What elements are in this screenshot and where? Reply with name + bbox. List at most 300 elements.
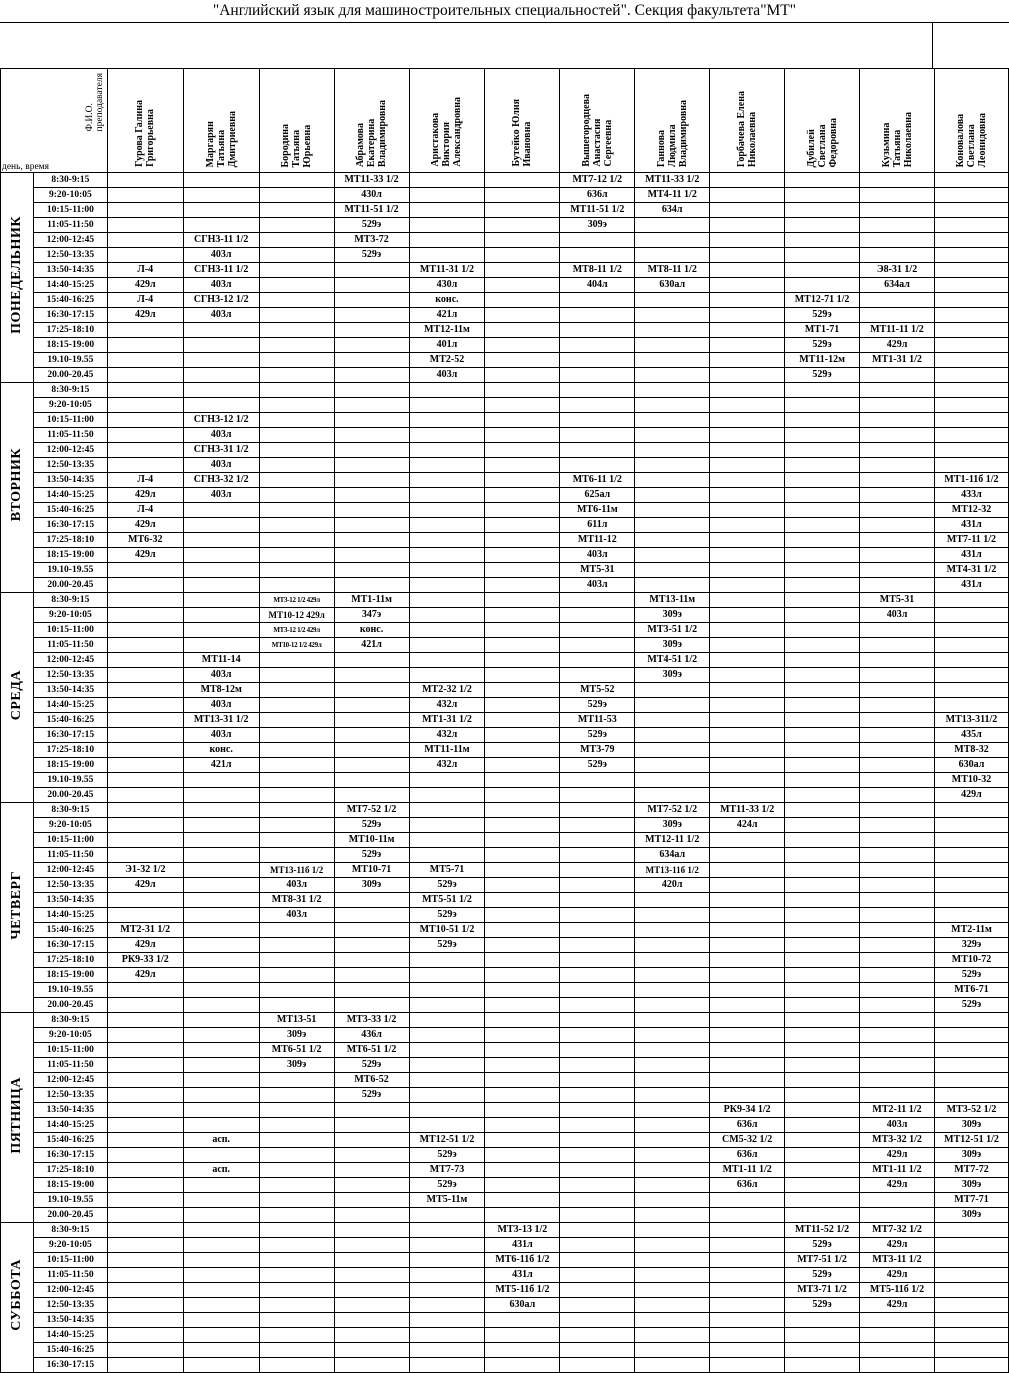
schedule-cell	[259, 503, 334, 518]
day-name: СУББОТА	[8, 1259, 24, 1331]
schedule-cell	[409, 1043, 485, 1058]
schedule-cell	[860, 923, 935, 938]
schedule-cell	[934, 1343, 1008, 1358]
schedule-cell	[334, 518, 409, 533]
schedule-cell: МТ12-11м	[409, 323, 485, 338]
schedule-cell	[107, 1178, 183, 1193]
schedule-cell	[107, 1268, 183, 1283]
schedule-cell	[485, 1088, 560, 1103]
table-row	[1, 818, 1009, 833]
schedule-cell	[560, 953, 635, 968]
schedule-cell: асп.	[183, 1163, 259, 1178]
teacher-name: Аристакова Виктория Александровна	[430, 97, 464, 167]
schedule-cell: МТ1-31 1/2	[860, 353, 935, 368]
schedule-cell	[860, 1073, 935, 1088]
schedule-cell	[485, 773, 560, 788]
schedule-cell	[860, 623, 935, 638]
schedule-cell	[409, 788, 485, 803]
schedule-cell	[860, 743, 935, 758]
schedule-cell	[934, 383, 1008, 398]
schedule-cell	[860, 503, 935, 518]
schedule-cell: 309э	[934, 1178, 1008, 1193]
schedule-cell	[710, 263, 785, 278]
schedule-cell	[485, 398, 560, 413]
schedule-cell	[710, 488, 785, 503]
schedule-cell	[934, 263, 1008, 278]
schedule-cell	[785, 1328, 860, 1343]
schedule-cell	[183, 1118, 259, 1133]
schedule-cell	[259, 1193, 334, 1208]
schedule-cell	[107, 683, 183, 698]
schedule-cell	[485, 413, 560, 428]
schedule-cell	[635, 218, 710, 233]
schedule-cell	[635, 1043, 710, 1058]
schedule-cell	[485, 368, 560, 383]
schedule-cell: 421л	[334, 638, 409, 653]
schedule-cell	[334, 353, 409, 368]
schedule-cell	[560, 413, 635, 428]
schedule-cell	[485, 713, 560, 728]
schedule-cell	[107, 248, 183, 263]
schedule-cell	[860, 218, 935, 233]
schedule-cell: 431л	[934, 518, 1008, 533]
table-row	[1, 833, 1009, 848]
schedule-cell	[334, 953, 409, 968]
schedule-cell: асп.	[183, 1133, 259, 1148]
schedule-cell	[259, 968, 334, 983]
table-row	[1, 1193, 1009, 1208]
schedule-cell	[183, 1313, 259, 1328]
schedule-cell: МТ6-11б 1/2	[485, 1253, 560, 1268]
schedule-cell	[635, 743, 710, 758]
schedule-cell	[485, 563, 560, 578]
schedule-cell	[183, 548, 259, 563]
schedule-cell	[560, 1328, 635, 1343]
time-slot: 18:15-19:00	[33, 338, 107, 353]
schedule-cell: МТ7-12 1/2	[560, 173, 635, 188]
schedule-cell: 429л	[107, 548, 183, 563]
schedule-cell	[860, 653, 935, 668]
teacher-header	[107, 69, 183, 173]
schedule-cell	[485, 308, 560, 323]
schedule-cell	[635, 698, 710, 713]
schedule-cell	[560, 668, 635, 683]
schedule-cell	[710, 668, 785, 683]
schedule-cell	[183, 1058, 259, 1073]
schedule-cell: МТ8-12м	[183, 683, 259, 698]
schedule-cell	[785, 1058, 860, 1073]
schedule-cell	[107, 458, 183, 473]
schedule-cell	[183, 1028, 259, 1043]
schedule-cell: МТ3-51 1/2	[635, 623, 710, 638]
time-slot: 13:50-14:35	[33, 683, 107, 698]
table-row	[1, 848, 1009, 863]
schedule-cell	[107, 1148, 183, 1163]
schedule-cell	[785, 893, 860, 908]
schedule-cell	[934, 608, 1008, 623]
table-row	[1, 953, 1009, 968]
schedule-cell	[635, 428, 710, 443]
schedule-cell	[485, 578, 560, 593]
schedule-cell	[785, 788, 860, 803]
schedule-cell	[710, 278, 785, 293]
schedule-cell: 636л	[710, 1118, 785, 1133]
schedule-cell: МТ5-31	[860, 593, 935, 608]
schedule-cell	[485, 1343, 560, 1358]
schedule-cell	[183, 983, 259, 998]
schedule-cell	[785, 218, 860, 233]
schedule-cell	[107, 1328, 183, 1343]
schedule-cell: 529э	[334, 218, 409, 233]
schedule-cell	[485, 758, 560, 773]
schedule-cell	[485, 173, 560, 188]
schedule-cell	[107, 578, 183, 593]
table-row	[1, 683, 1009, 698]
schedule-cell	[259, 533, 334, 548]
schedule-cell	[107, 653, 183, 668]
schedule-cell: 309э	[934, 1118, 1008, 1133]
schedule-cell	[934, 308, 1008, 323]
schedule-cell	[107, 743, 183, 758]
time-slot: 12:50-13:35	[33, 248, 107, 263]
schedule-cell	[107, 1313, 183, 1328]
schedule-cell	[259, 563, 334, 578]
schedule-cell: МТ1-11б 1/2	[934, 473, 1008, 488]
schedule-cell	[409, 1028, 485, 1043]
schedule-cell	[560, 1133, 635, 1148]
schedule-cell: 309э	[635, 668, 710, 683]
schedule-cell	[860, 1193, 935, 1208]
schedule-cell: 630ал	[485, 1298, 560, 1313]
schedule-cell	[485, 1028, 560, 1043]
table-row	[1, 278, 1009, 293]
schedule-cell	[560, 428, 635, 443]
time-slot: 16:30-17:15	[33, 728, 107, 743]
schedule-cell	[860, 668, 935, 683]
schedule-cell	[107, 983, 183, 998]
page-title: "Английский язык для машиностроительных специальностей". Секция факультета"МТ"	[212, 2, 797, 19]
schedule-cell	[485, 968, 560, 983]
schedule-cell	[485, 998, 560, 1013]
schedule-cell	[710, 383, 785, 398]
time-slot: 17:25-18:10	[33, 533, 107, 548]
schedule-cell	[785, 1148, 860, 1163]
schedule-cell: 529э	[785, 308, 860, 323]
schedule-cell	[785, 623, 860, 638]
schedule-cell: МТ11-33 1/2	[710, 803, 785, 818]
schedule-cell	[334, 368, 409, 383]
schedule-cell: 529э	[334, 848, 409, 863]
schedule-cell	[259, 1133, 334, 1148]
schedule-cell	[334, 788, 409, 803]
schedule-cell	[485, 938, 560, 953]
teacher-header	[409, 69, 485, 173]
schedule-cell: МТ10-72	[934, 953, 1008, 968]
schedule-cell	[560, 1313, 635, 1328]
table-row	[1, 743, 1009, 758]
schedule-cell	[259, 548, 334, 563]
schedule-cell	[560, 368, 635, 383]
table-row	[1, 488, 1009, 503]
schedule-cell: 329э	[934, 938, 1008, 953]
schedule-cell	[409, 428, 485, 443]
time-slot: 13:50-14:35	[33, 1103, 107, 1118]
schedule-cell	[635, 1358, 710, 1373]
time-slot: 8:30-9:15	[33, 1013, 107, 1028]
schedule-cell	[934, 353, 1008, 368]
time-slot: 15:40-16:25	[33, 1133, 107, 1148]
schedule-cell	[785, 668, 860, 683]
schedule-cell	[635, 353, 710, 368]
table-row	[1, 383, 1009, 398]
table-row	[1, 983, 1009, 998]
schedule-cell: 429л	[860, 1178, 935, 1193]
day-name: ПОНЕДЕЛЬНИК	[8, 216, 24, 334]
table-row	[1, 368, 1009, 383]
schedule-cell: 433л	[934, 488, 1008, 503]
schedule-cell	[259, 998, 334, 1013]
schedule-cell: МТ4-31 1/2	[934, 563, 1008, 578]
table-row	[1, 728, 1009, 743]
schedule-cell	[409, 518, 485, 533]
schedule-cell	[107, 1073, 183, 1088]
schedule-cell	[785, 188, 860, 203]
schedule-cell	[635, 458, 710, 473]
schedule-cell: МТ12-71 1/2	[785, 293, 860, 308]
schedule-cell	[785, 1118, 860, 1133]
schedule-cell	[485, 788, 560, 803]
schedule-cell	[934, 1058, 1008, 1073]
schedule-cell	[785, 863, 860, 878]
schedule-cell	[635, 1328, 710, 1343]
schedule-cell	[259, 923, 334, 938]
schedule-cell	[409, 488, 485, 503]
schedule-cell: 403л	[183, 488, 259, 503]
schedule-cell	[409, 1313, 485, 1328]
schedule-cell	[334, 413, 409, 428]
time-slot: 19.10-19.55	[33, 563, 107, 578]
schedule-cell	[334, 383, 409, 398]
schedule-cell	[259, 1328, 334, 1343]
schedule-cell: СГН3-11 1/2	[183, 233, 259, 248]
table-row	[1, 473, 1009, 488]
table-row	[1, 1043, 1009, 1058]
schedule-cell: МТ10-32	[934, 773, 1008, 788]
time-slot: 17:25-18:10	[33, 1163, 107, 1178]
schedule-cell	[560, 848, 635, 863]
schedule-cell	[635, 758, 710, 773]
schedule-cell	[183, 323, 259, 338]
schedule-cell	[183, 1253, 259, 1268]
schedule-cell	[334, 323, 409, 338]
time-slot: 16:30-17:15	[33, 308, 107, 323]
schedule-cell: МТ5-11м	[409, 1193, 485, 1208]
schedule-cell	[785, 803, 860, 818]
table-row	[1, 938, 1009, 953]
schedule-cell	[560, 608, 635, 623]
schedule-cell	[934, 638, 1008, 653]
schedule-cell: МТ3-72	[334, 233, 409, 248]
teacher-name: Вышегородцева Анастасия Сергеевна	[580, 94, 614, 167]
teacher-header	[485, 69, 560, 173]
schedule-cell	[485, 728, 560, 743]
schedule-cell: 634л	[635, 203, 710, 218]
schedule-cell	[259, 233, 334, 248]
day-name: ЧЕТВЕРГ	[8, 870, 24, 940]
schedule-cell	[259, 938, 334, 953]
schedule-cell	[860, 683, 935, 698]
schedule-cell	[934, 653, 1008, 668]
schedule-cell: МТ6-51 1/2	[334, 1043, 409, 1058]
time-slot: 11:05-11:50	[33, 1268, 107, 1283]
schedule-cell	[183, 908, 259, 923]
teacher-header	[259, 69, 334, 173]
table-row	[1, 1163, 1009, 1178]
schedule-cell: РК9-33 1/2	[107, 953, 183, 968]
schedule-cell	[183, 383, 259, 398]
schedule-cell	[334, 563, 409, 578]
schedule-cell	[710, 1088, 785, 1103]
schedule-cell	[860, 863, 935, 878]
schedule-cell	[710, 1073, 785, 1088]
schedule-cell	[409, 218, 485, 233]
schedule-cell	[107, 1193, 183, 1208]
schedule-cell	[785, 773, 860, 788]
schedule-cell	[710, 713, 785, 728]
schedule-cell	[635, 773, 710, 788]
time-slot: 12:50-13:35	[33, 878, 107, 893]
schedule-cell: 309э	[259, 1058, 334, 1073]
schedule-cell	[259, 188, 334, 203]
table-row	[1, 1103, 1009, 1118]
schedule-cell	[860, 173, 935, 188]
time-slot: 17:25-18:10	[33, 953, 107, 968]
schedule-cell	[183, 1298, 259, 1313]
schedule-cell	[785, 593, 860, 608]
schedule-cell	[785, 758, 860, 773]
schedule-cell: 403л	[183, 698, 259, 713]
schedule-cell	[259, 758, 334, 773]
schedule-cell	[710, 1358, 785, 1373]
schedule-cell: МТ13-31 1/2	[183, 713, 259, 728]
schedule-cell	[334, 1328, 409, 1343]
schedule-cell	[560, 1028, 635, 1043]
teacher-header	[635, 69, 710, 173]
schedule-cell	[710, 983, 785, 998]
schedule-cell: 403л	[860, 608, 935, 623]
time-slot: 13:50-14:35	[33, 263, 107, 278]
teacher-header	[560, 69, 635, 173]
schedule-cell	[409, 983, 485, 998]
table-row	[1, 593, 1009, 608]
schedule-cell	[785, 1178, 860, 1193]
schedule-cell: МТ10-71	[334, 863, 409, 878]
table-row	[1, 1298, 1009, 1313]
schedule-cell: МТ11-11 1/2	[860, 323, 935, 338]
schedule-cell	[710, 1283, 785, 1298]
table-row	[1, 533, 1009, 548]
schedule-cell	[334, 683, 409, 698]
schedule-cell	[635, 578, 710, 593]
schedule-cell	[259, 1178, 334, 1193]
schedule-cell	[107, 1043, 183, 1058]
schedule-cell	[560, 353, 635, 368]
schedule-cell	[785, 1193, 860, 1208]
schedule-cell	[710, 1208, 785, 1223]
schedule-cell	[107, 1343, 183, 1358]
schedule-cell	[710, 1223, 785, 1238]
schedule-cell	[409, 668, 485, 683]
schedule-cell	[485, 848, 560, 863]
time-slot: 15:40-16:25	[33, 293, 107, 308]
table-row	[1, 1148, 1009, 1163]
schedule-cell	[409, 1058, 485, 1073]
schedule-cell: 309э	[934, 1148, 1008, 1163]
schedule-cell	[107, 1163, 183, 1178]
schedule-cell	[409, 1088, 485, 1103]
schedule-cell	[934, 803, 1008, 818]
schedule-cell	[485, 743, 560, 758]
schedule-cell	[710, 968, 785, 983]
schedule-cell: 436л	[334, 1028, 409, 1043]
schedule-cell: МТ11-14	[183, 653, 259, 668]
schedule-cell	[860, 233, 935, 248]
schedule-cell	[635, 938, 710, 953]
time-slot: 10:15-11:00	[33, 1043, 107, 1058]
schedule-cell	[635, 983, 710, 998]
schedule-cell	[183, 1088, 259, 1103]
schedule-cell	[485, 428, 560, 443]
schedule-cell	[934, 248, 1008, 263]
time-slot: 20.00-20.45	[33, 578, 107, 593]
schedule-cell: МТ6-52	[334, 1073, 409, 1088]
table-row	[1, 1088, 1009, 1103]
schedule-cell	[710, 683, 785, 698]
time-slot: 16:30-17:15	[33, 1358, 107, 1373]
schedule-cell	[785, 458, 860, 473]
schedule-cell	[183, 1223, 259, 1238]
schedule-cell	[560, 233, 635, 248]
schedule-cell	[785, 233, 860, 248]
schedule-cell	[560, 1223, 635, 1238]
schedule-cell	[107, 1358, 183, 1373]
schedule-cell	[635, 383, 710, 398]
schedule-cell: 432л	[409, 698, 485, 713]
schedule-cell	[934, 848, 1008, 863]
time-slot: 9:20-10:05	[33, 608, 107, 623]
time-slot: 12:00-12:45	[33, 233, 107, 248]
schedule-cell	[710, 653, 785, 668]
time-slot: 8:30-9:15	[33, 803, 107, 818]
schedule-cell	[785, 443, 860, 458]
time-slot: 10:15-11:00	[33, 203, 107, 218]
schedule-cell	[560, 938, 635, 953]
schedule-cell	[409, 443, 485, 458]
schedule-cell	[409, 1343, 485, 1358]
schedule-cell	[485, 623, 560, 638]
schedule-cell: МТ11-51 1/2	[334, 203, 409, 218]
schedule-cell	[409, 1238, 485, 1253]
schedule-cell: МТ2-52	[409, 353, 485, 368]
schedule-cell: 636л	[710, 1178, 785, 1193]
schedule-cell	[710, 878, 785, 893]
schedule-cell	[259, 773, 334, 788]
schedule-cell: МТ10-12 1/2 429л	[259, 638, 334, 653]
schedule-cell: МТ7-11 1/2	[934, 533, 1008, 548]
schedule-cell	[934, 188, 1008, 203]
schedule-cell	[334, 1238, 409, 1253]
schedule-cell	[635, 293, 710, 308]
